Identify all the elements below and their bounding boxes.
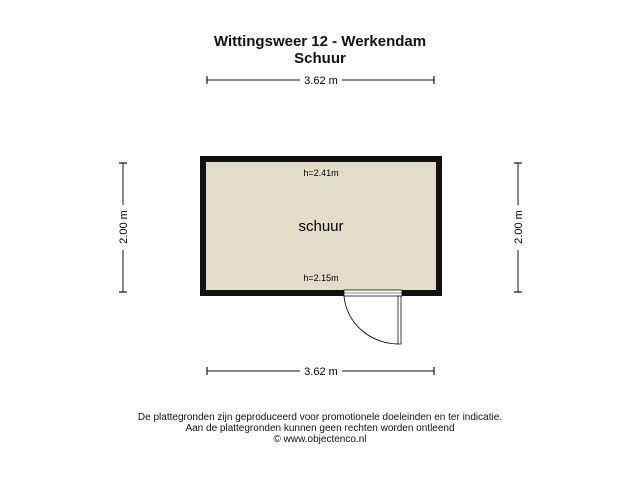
disclaimer-line-1: De plattegronden zijn geproduceerd voor promotionele doeleinden en ter indicatie. bbox=[137, 412, 503, 423]
room-name: schuur bbox=[298, 218, 344, 235]
bottom-dimension bbox=[207, 366, 434, 378]
left-dimension bbox=[118, 163, 130, 292]
disclaimer-line-2: Aan de plattegronden kunnen geen rechten worden ontleend bbox=[185, 423, 455, 434]
copyright-link[interactable]: © www.objectenco.nl bbox=[273, 434, 367, 445]
top-dimension-label: 3.62 m bbox=[304, 75, 338, 87]
plan-title: Wittingsweer 12 - Werkendam bbox=[213, 33, 427, 50]
left-dimension-label: 2.00 m bbox=[118, 210, 130, 244]
door bbox=[344, 296, 401, 344]
right-dimension-label: 2.00 m bbox=[513, 210, 525, 244]
bottom-dimension-label: 3.62 m bbox=[304, 366, 338, 378]
room-height-top: h=2.41m bbox=[303, 168, 339, 178]
room-height-bottom: h=2.15m bbox=[303, 273, 339, 283]
top-dimension bbox=[207, 75, 434, 87]
plan-subtitle: Schuur bbox=[294, 50, 346, 67]
right-dimension bbox=[513, 163, 525, 292]
